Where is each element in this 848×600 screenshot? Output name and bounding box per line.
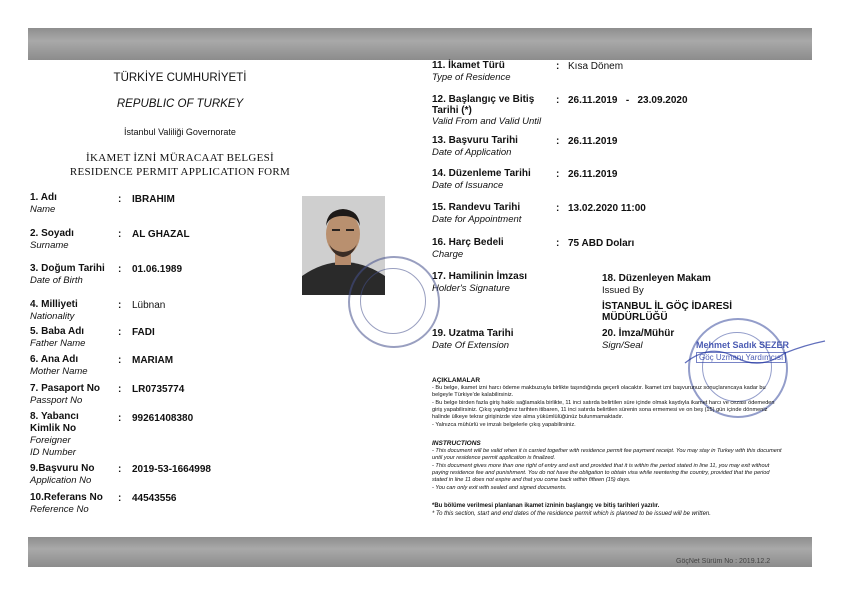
field-label-application-no: 9.Başvuru No [30,463,95,474]
field-label-appointment: 15. Randevu Tarihi [432,202,521,213]
official-title-stamp: Göç Uzmanı Yardımcısı [696,352,786,363]
field-value-application-no: 2019-53-1664998 [132,464,211,475]
field-label-passport: 7. Pasaport No [30,383,101,394]
field-value-validity: 26.11.2019 - 23.09.2020 [568,95,688,106]
handwritten-signature [680,335,830,375]
field-label-mother: 6. Ana Adı [30,354,79,365]
field-sub-father: Father Name [30,338,86,349]
extension-date-label: 19. Uzatma Tarihi [432,328,514,339]
field-sub-validity: Valid From and Valid Until [432,116,542,127]
field-label-nationality: 4. Milliyeti [30,299,78,310]
colon: : [118,194,122,205]
field-label-foreigner-id: 8. Yabancı [30,411,79,422]
field-sub-foreigner-id-2: ID Number [30,447,76,458]
field-label-charge: 16. Harç Bedeli [432,237,504,248]
field-value-father: FADI [132,327,155,338]
field-label-reference-no: 10.Referans No [30,492,103,503]
field-sub-foreigner-id: Foreigner [30,435,71,446]
official-round-stamp [348,256,440,348]
field-value-mother: MARIAM [132,355,174,366]
field-value-reference-no: 44543556 [132,493,177,504]
notes-tr-title: AÇIKLAMALAR [432,377,481,384]
field-value-passport: LR0735774 [132,384,185,395]
field-value-dob: 01.06.1989 [132,264,183,275]
notes-en-line: - This document gives more than one right of entry and exit and provided that it is within the period stated in line 11, you may exit without paying residence fee and punishment. You do not have the obligation to obtain visa while reentering the country, provided that the period stated in line 11 does not expire and that you come back within fifteen (15) days. [432,463,770,483]
notes-tr-line: - Yalnızca mühürlü ve imzalı belgelerle çıkış yapabilirsiniz. [432,422,576,428]
form-title-tr: İKAMET İZNİ MÜRACAAT BELGESİ [86,152,274,164]
colon: : [118,493,122,504]
issuer-value-line2: MÜDÜRLÜĞÜ [602,312,668,323]
footnote-tr: *Bu bölüme verilmesi planlanan ikamet izninin başlangıç ve bitiş tarihleri yazılır. [432,503,660,509]
notes-tr-line: - Bu belge, ikamet izni harcı ödeme makbuzuyla birlikte taşındığında geçerli olacaktır. İkamet izni başvurunuz sonuçlanıncaya kadar bu belgeyle Türkiye'de kalabilirsiniz. [432,385,766,398]
sign-seal-sub: Sign/Seal [602,340,643,351]
country-en: REPUBLIC OF TURKEY [116,98,244,110]
colon: : [118,384,122,395]
field-value-residence-type: Kısa Dönem [568,61,624,72]
form-title-en: RESIDENCE PERMIT APPLICATION FORM [69,166,291,178]
field-value-charge: 75 ABD Doları [568,238,635,249]
footnote-en: * To this section, start and end dates of the residence permit which is planned to be issued will be written. [432,511,711,517]
colon: : [118,464,122,475]
field-sub-surname: Surname [30,240,69,251]
field-sub-application-no: Application No [30,475,92,486]
office: İstanbul Valiliği Governorate [124,127,236,137]
colon: : [118,229,122,240]
notes-en-line: - You can only exit with sealed and signed documents. [432,485,567,491]
footer-version: GöçNet Sürüm No : 2019.12.2 [676,558,771,565]
colon: : [556,203,560,214]
field-label-dob: 3. Doğum Tarihi [30,263,105,274]
country-tr: TÜRKİYE CUMHURİYETİ [113,72,247,84]
top-scan-band [28,28,812,60]
field-label-father: 5. Baba Adı [30,326,85,337]
colon: : [556,136,560,147]
field-sub-passport: Passport No [30,395,83,406]
holder-signature-label: 17. Hamilinin İmzası [432,271,528,282]
field-sub-appointment: Date for Appointment [432,214,522,225]
field-value-foreigner-id: 99261408380 [132,413,194,424]
colon: : [118,355,122,366]
field-sub-mother: Mother Name [30,366,88,377]
issued-by-label: 18. Düzenleyen Makam [602,273,711,284]
field-label-foreigner-id-2: Kimlik No [30,423,77,434]
notes-tr-line: - Bu belge birden fazla giriş hakkı sağlamakla birlikte, 11 inci satırda belirtilen süre içinde olmak kaydıyla ikamet harcı ve cezası ödemeden giriş yapabilirsiniz. Çıkış yaptığınız tarihten itibaren, 11 inci satırda belirtilen sürenin sona ermemesi ve on beş (15) gün içinde dönmeniz halinde ülkeye tekrar girişinizde vize alma yükümlülüğünüz bulunmamaktadır. [432,400,775,420]
field-sub-charge: Charge [432,249,464,260]
field-sub-issuance-date: Date of Issuance [432,180,504,191]
field-value-appointment: 13.02.2020 11:00 [568,203,646,214]
colon: : [556,61,560,72]
official-name-stamp: Mehmet Sadık SEZER [696,340,790,350]
field-label-issuance-date: 14. Düzenleme Tarihi [432,168,531,179]
field-label-validity-2: Tarihi (*) [432,105,472,116]
field-label-residence-type: 11. İkamet Türü [432,60,505,71]
colon: : [556,238,560,249]
field-label-name: 1. Adı [30,192,57,203]
extension-date-sub: Date Of Extension [432,340,510,351]
field-value-issuance-date: 26.11.2019 [568,169,618,180]
field-label-validity: 12. Başlangıç ve Bitiş [432,94,535,105]
colon: : [118,264,122,275]
field-sub-nationality: Nationality [30,311,75,322]
holder-signature-sub: Holder's Signature [432,283,510,294]
colon: : [556,95,560,106]
field-label-application-date: 13. Başvuru Tarihi [432,135,518,146]
notes-en-line: - This document will be valid when it is carried together with residence permit fee payment receipt. You may stay in Turkey with this document until your residence permit application is finalized. [432,448,782,461]
field-sub-application-date: Date of Application [432,147,512,158]
colon: : [118,327,122,338]
field-sub-dob: Date of Birth [30,275,83,286]
colon: : [118,413,122,424]
notes-en-title: INSTRUCTIONS [432,440,481,447]
field-value-application-date: 26.11.2019 [568,136,618,147]
field-value-name: IBRAHIM [132,194,175,205]
field-sub-reference-no: Reference No [30,504,89,515]
field-value-surname: AL GHAZAL [132,229,190,240]
issued-by-sub: Issued By [602,285,644,296]
colon: : [118,300,122,311]
sign-seal-label: 20. İmza/Mühür [602,328,675,339]
field-value-nationality: Lübnan [132,300,166,311]
field-sub-name: Name [30,204,56,215]
field-sub-residence-type: Type of Residence [432,72,511,83]
issuer-value-line1: İSTANBUL İL GÖÇ İDARESİ [602,301,733,312]
colon: : [556,169,560,180]
field-label-surname: 2. Soyadı [30,228,74,239]
